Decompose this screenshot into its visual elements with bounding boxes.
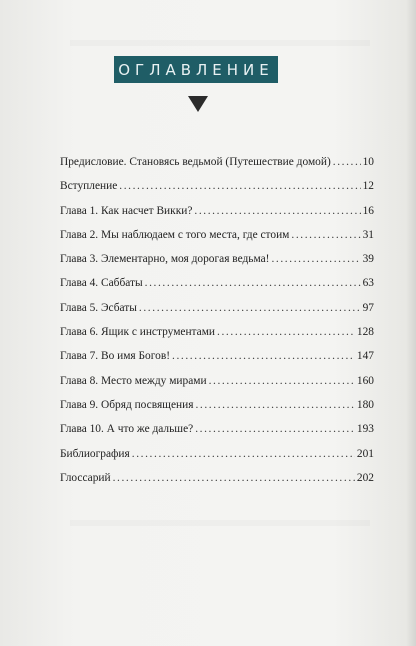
bleed-through (70, 520, 370, 526)
toc-entry-title: Глава 3. Элементарно, моя дорогая ведьма! (60, 253, 270, 266)
toc-entry (60, 296, 374, 320)
toc-entry (60, 247, 374, 271)
toc-entry (60, 199, 374, 223)
toc-entry-title: Глава 2. Мы наблюдаем с того места, где стоим (60, 228, 290, 241)
toc-leader-dots (119, 174, 360, 198)
toc-entry (60, 223, 374, 247)
toc-entry-page: 97 (362, 301, 374, 314)
toc-leader-dots (172, 344, 355, 368)
toc-entry (60, 442, 374, 466)
toc-leader-dots (113, 466, 355, 490)
toc-entry-title: Предисловие. Становясь ведьмой (Путешествие домой) (60, 156, 331, 168)
toc-entry-title: Глоссарий (60, 471, 111, 484)
toc-entry-page: 31 (362, 228, 374, 241)
table-of-contents (60, 150, 374, 490)
heading-box (114, 56, 278, 83)
toc-leader-dots (139, 296, 361, 320)
toc-entry-title: Глава 9. Обряд посвящения (60, 398, 194, 411)
toc-entry (60, 344, 374, 368)
toc-entry (60, 320, 374, 344)
toc-entry-title: Глава 8. Место между мирами (60, 374, 207, 387)
toc-entry (60, 271, 374, 295)
toc-entry-page: 12 (362, 180, 374, 193)
toc-leader-dots (271, 247, 360, 271)
toc-leader-dots (145, 271, 361, 295)
toc-entry-page: 63 (362, 277, 374, 290)
toc-entry-page: 180 (356, 398, 374, 411)
toc-entry-page: 10 (362, 156, 374, 168)
toc-leader-dots (209, 369, 355, 393)
toc-leader-dots (195, 417, 355, 441)
toc-leader-dots (132, 442, 355, 466)
toc-entry-page: 147 (356, 350, 374, 363)
toc-entry-page: 39 (362, 253, 374, 266)
toc-entry-title: Глава 7. Во имя Богов! (60, 350, 171, 363)
toc-leader-dots (333, 150, 361, 174)
toc-entry-page: 193 (356, 423, 374, 436)
toc-entry (60, 417, 374, 441)
toc-entry-title: Глава 6. Ящик с инструментами (60, 326, 216, 339)
toc-entry-title: Глава 4. Саббаты (60, 277, 143, 290)
toc-leader-dots (194, 199, 360, 223)
toc-entry-title: Вступление (60, 180, 118, 193)
toc-entry-page: 160 (356, 374, 374, 387)
toc-entry-page: 201 (356, 447, 374, 460)
toc-entry-page: 128 (356, 326, 374, 339)
page-edge-shadow (406, 0, 416, 646)
toc-entry-title: Глава 1. Как насчет Викки? (60, 204, 193, 217)
toc-leader-dots (195, 393, 354, 417)
toc-entry-title: Глава 5. Эсбаты (60, 301, 137, 314)
toc-entry-page: 202 (356, 471, 374, 484)
toc-entry (60, 150, 374, 174)
toc-entry-title: Библиография (60, 447, 130, 460)
triangle-down-icon (188, 96, 208, 112)
page-title: ОГЛАВЛЕНИЕ (118, 60, 274, 79)
toc-leader-dots (291, 223, 360, 247)
toc-leader-dots (217, 320, 355, 344)
toc-entry (60, 466, 374, 490)
bleed-through (70, 40, 370, 46)
toc-entry (60, 174, 374, 198)
toc-entry (60, 393, 374, 417)
toc-entry (60, 369, 374, 393)
toc-entry-page: 16 (362, 204, 374, 217)
toc-entry-title: Глава 10. А что же дальше? (60, 423, 194, 436)
